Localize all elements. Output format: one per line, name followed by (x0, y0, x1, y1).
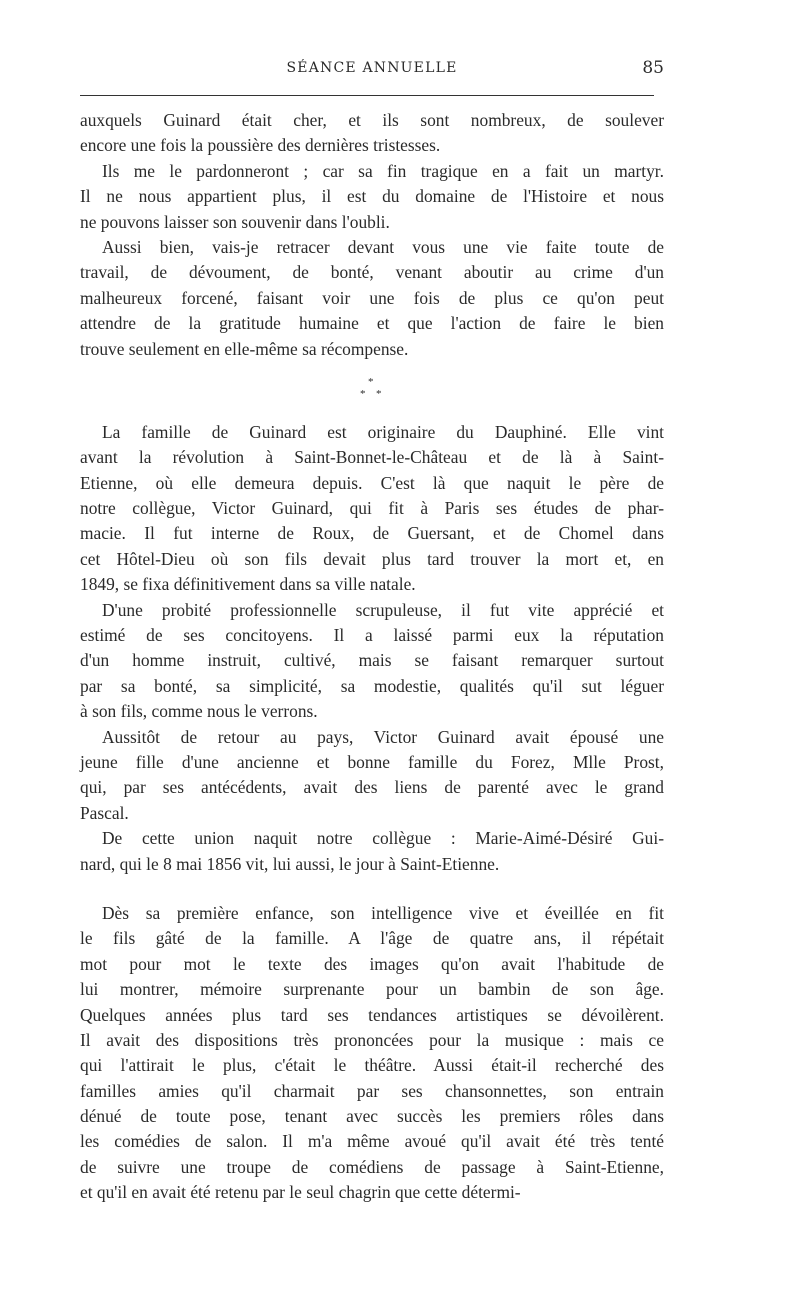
text-line: travail, de dévoument, de bonté, venant aboutir au crime d'un (80, 262, 664, 283)
text-line: macie. Il fut interne de Roux, de Guersant, et de Chomel dans (80, 523, 664, 544)
text-line: jeune fille d'une ancienne et bonne famille du Forez, Mlle Prost, (80, 751, 664, 772)
text-line: D'une probité professionnelle scrupuleuse, il fut vite apprécié et (102, 599, 664, 620)
text-line: Aussitôt de retour au pays, Victor Guinard avait épousé une (102, 726, 664, 747)
text-line: ne pouvons laisser son souvenir dans l'oubli. (80, 211, 390, 232)
text-line: d'un homme instruit, cultivé, mais se faisant remarquer surtout (80, 650, 664, 671)
text-line: qui, par ses antécédents, avait des liens de parenté avec le grand (80, 777, 664, 798)
paragraph (80, 598, 664, 725)
text-line: nard, qui le 8 mai 1856 vit, lui aussi, le jour à Saint-Etienne. (80, 853, 500, 874)
text-line: Etienne, où elle demeura depuis. C'est là que naquit le père de (80, 472, 664, 493)
asterism-star: * (376, 387, 382, 400)
text-line: Pascal. (80, 802, 129, 823)
text-line: auxquels Guinard était cher, et ils sont nombreux, de soulever (80, 110, 664, 130)
text-line: cet Hôtel-Dieu où son fils devait plus tard trouver la mort et, en (80, 548, 664, 569)
text-line: qui l'attirait le plus, c'était le théâtre. Aussi était-il recherché des (80, 1055, 664, 1076)
section-asterism (80, 362, 664, 420)
text-line: lui montrer, mémoire surprenante pour un bambin de son âge. (80, 979, 664, 1000)
paragraph (80, 725, 664, 827)
text-line: mot pour mot le texte des images qu'on avait l'habitude de (80, 953, 664, 974)
paragraph (80, 108, 664, 159)
text-line: La famille de Guinard est originaire du Dauphiné. Elle vint (102, 421, 664, 442)
paragraph (80, 901, 664, 1206)
asterism-star: * (360, 387, 366, 400)
body-text (80, 108, 664, 1206)
text-line: attendre de la gratitude humaine et que l'action de faire le bien (80, 313, 664, 334)
text-line: le fils gâté de la famille. A l'âge de quatre ans, il répétait (80, 928, 664, 949)
paragraph (80, 159, 664, 235)
text-line: notre collègue, Victor Guinard, qui fit à Paris ses études de phar- (80, 498, 664, 519)
section-gap (80, 877, 664, 901)
text-line: Quelques années plus tard ses tendances artistiques se dévoilèrent. (80, 1004, 664, 1025)
text-line: trouve seulement en elle-même sa récompense. (80, 338, 409, 359)
asterism-star: * (368, 375, 374, 388)
page-number: 85 (642, 58, 664, 78)
paragraph (80, 235, 664, 362)
text-line: avant la révolution à Saint-Bonnet-le-Château et de là à Saint- (80, 447, 664, 468)
header-rule (80, 95, 654, 96)
text-line: 1849, se fixa définitivement dans sa ville natale. (80, 574, 416, 595)
running-head (80, 58, 664, 82)
text-line: encore une fois la poussière des dernières tristesses. (80, 135, 441, 156)
text-line: familles amies qu'il charmait par ses chansonnettes, son entrain (80, 1080, 664, 1101)
text-line: à son fils, comme nous le verrons. (80, 701, 318, 722)
text-line: Aussi bien, vais-je retracer devant vous une vie faite toute de (102, 236, 664, 257)
text-line: les comédies de salon. Il m'a même avoué qu'il avait été très tenté (80, 1131, 664, 1152)
text-line: et qu'il en avait été retenu par le seul chagrin que cette détermi- (80, 1182, 521, 1203)
paragraph (80, 826, 664, 877)
text-line: Ils me le pardonneront ; car sa fin tragique en a fait un martyr. (102, 160, 664, 181)
text-line: estimé de ses concitoyens. Il a laissé parmi eux la réputation (80, 625, 664, 646)
text-line: Il ne nous appartient plus, il est du domaine de l'Histoire et nous (80, 186, 664, 207)
running-title: SÉANCE ANNUELLE (286, 60, 458, 76)
text-line: par sa bonté, sa simplicité, sa modestie, qualités qu'il sut léguer (80, 675, 664, 696)
text-line: Dès sa première enfance, son intelligence vive et éveillée en fit (102, 902, 664, 923)
text-line: Il avait des dispositions très prononcées pour la musique : mais ce (80, 1029, 664, 1050)
text-line: de suivre une troupe de comédiens de passage à Saint-Etienne, (80, 1156, 664, 1177)
text-line: malheureux forcené, faisant voir une fois de plus ce qu'on peut (80, 287, 664, 308)
text-line: De cette union naquit notre collègue : Marie-Aimé-Désiré Gui- (102, 828, 664, 849)
paragraph (80, 420, 664, 598)
text-line: dénué de toute pose, tenant avec succès les premiers rôles dans (80, 1106, 664, 1127)
